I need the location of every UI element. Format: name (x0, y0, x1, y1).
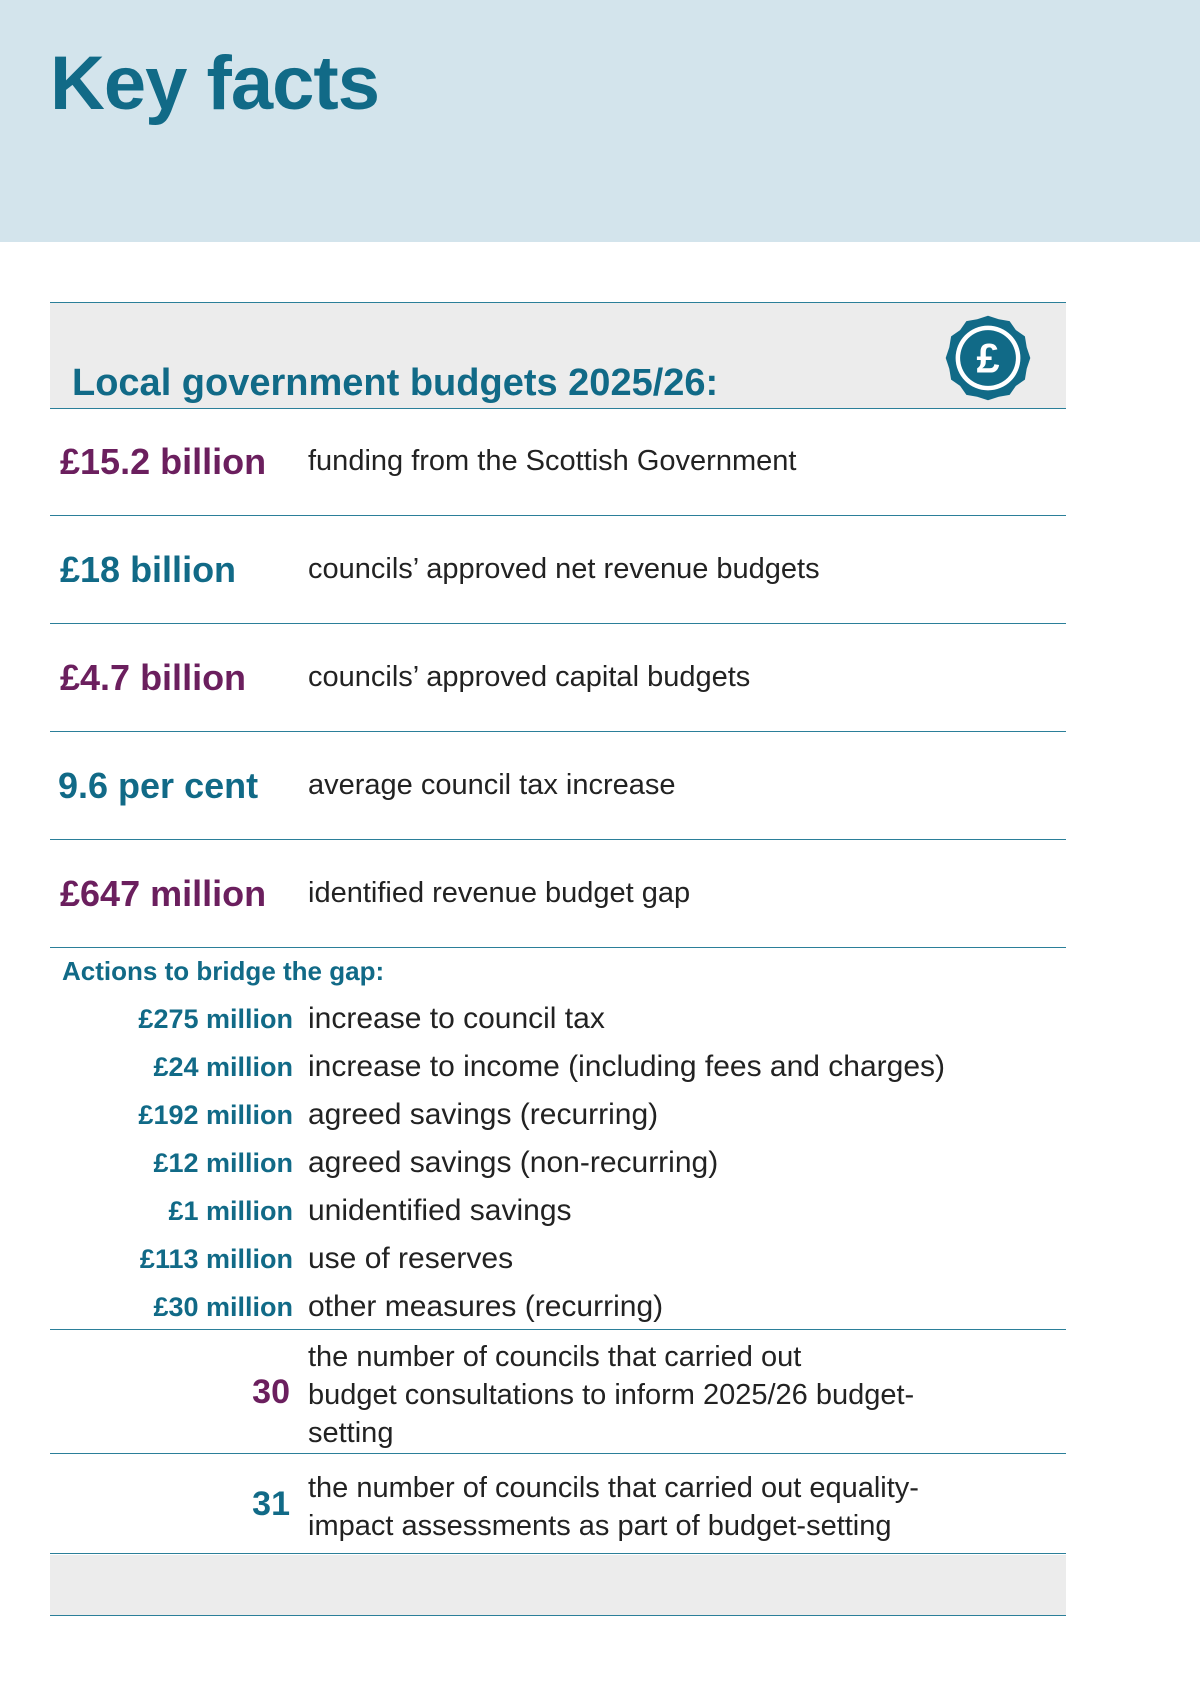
action-row (50, 1000, 1066, 1048)
svg-text:£: £ (976, 335, 1000, 382)
action-row (50, 1192, 1066, 1240)
action-description: agreed savings (recurring) (308, 1098, 659, 1131)
fact-value: £15.2 billion (60, 441, 267, 482)
action-description: increase to income (including fees and charges) (308, 1050, 946, 1083)
action-value: £24 million (153, 1052, 293, 1082)
count-row (50, 1455, 1066, 1554)
fact-description: average council tax increase (308, 769, 676, 801)
fact-description: funding from the Scottish Government (308, 445, 797, 477)
count-description-line: budget consultations to inform 2025/26 budget- (308, 1379, 915, 1411)
panel-header (50, 302, 1066, 409)
action-value: £12 million (153, 1148, 293, 1178)
count-row (50, 1331, 1066, 1454)
fact-row (50, 733, 1066, 840)
action-value: £192 million (138, 1100, 293, 1130)
action-row (50, 1048, 1066, 1096)
fact-row (50, 841, 1066, 948)
count-description (308, 1469, 919, 1545)
fact-description: identified revenue budget gap (308, 877, 691, 909)
action-row (50, 1144, 1066, 1192)
count-description-line: the number of councils that carried out (308, 1341, 802, 1373)
count-description (308, 1338, 914, 1452)
count-description-line: impact assessments as part of budget-setting (308, 1510, 892, 1542)
action-value: £30 million (153, 1292, 293, 1322)
fact-value: £18 billion (60, 549, 237, 590)
action-description: increase to council tax (308, 1002, 605, 1035)
count-description-line: the number of councils that carried out equality- (308, 1472, 919, 1504)
footer-band (50, 1555, 1066, 1616)
page-title: Key facts (50, 41, 379, 126)
fact-description: councils’ approved net revenue budgets (308, 553, 820, 585)
header-banner (0, 0, 1200, 242)
count-value: 30 (252, 1373, 290, 1411)
action-description: other measures (recurring) (308, 1290, 664, 1323)
pound-sign-icon (943, 313, 1033, 403)
action-value: £113 million (139, 1244, 293, 1274)
fact-row (50, 625, 1066, 732)
action-description: unidentified savings (308, 1194, 572, 1227)
fact-description: councils’ approved capital budgets (308, 661, 751, 693)
action-row (50, 1096, 1066, 1144)
action-value: £275 million (138, 1004, 293, 1034)
action-description: use of reserves (308, 1242, 514, 1275)
action-row (50, 1288, 1066, 1330)
action-description: agreed savings (non-recurring) (308, 1146, 719, 1179)
fact-row (50, 409, 1066, 516)
fact-value: £647 million (60, 873, 267, 914)
count-description-line: setting (308, 1417, 394, 1449)
fact-value: 9.6 per cent (58, 765, 259, 806)
actions-title: Actions to bridge the gap: (62, 956, 385, 986)
action-row (50, 1240, 1066, 1288)
count-value: 31 (252, 1485, 290, 1523)
fact-row (50, 517, 1066, 624)
panel-title: Local government budgets 2025/26: (72, 362, 719, 404)
action-value: £1 million (168, 1196, 293, 1226)
fact-value: £4.7 billion (60, 657, 247, 698)
